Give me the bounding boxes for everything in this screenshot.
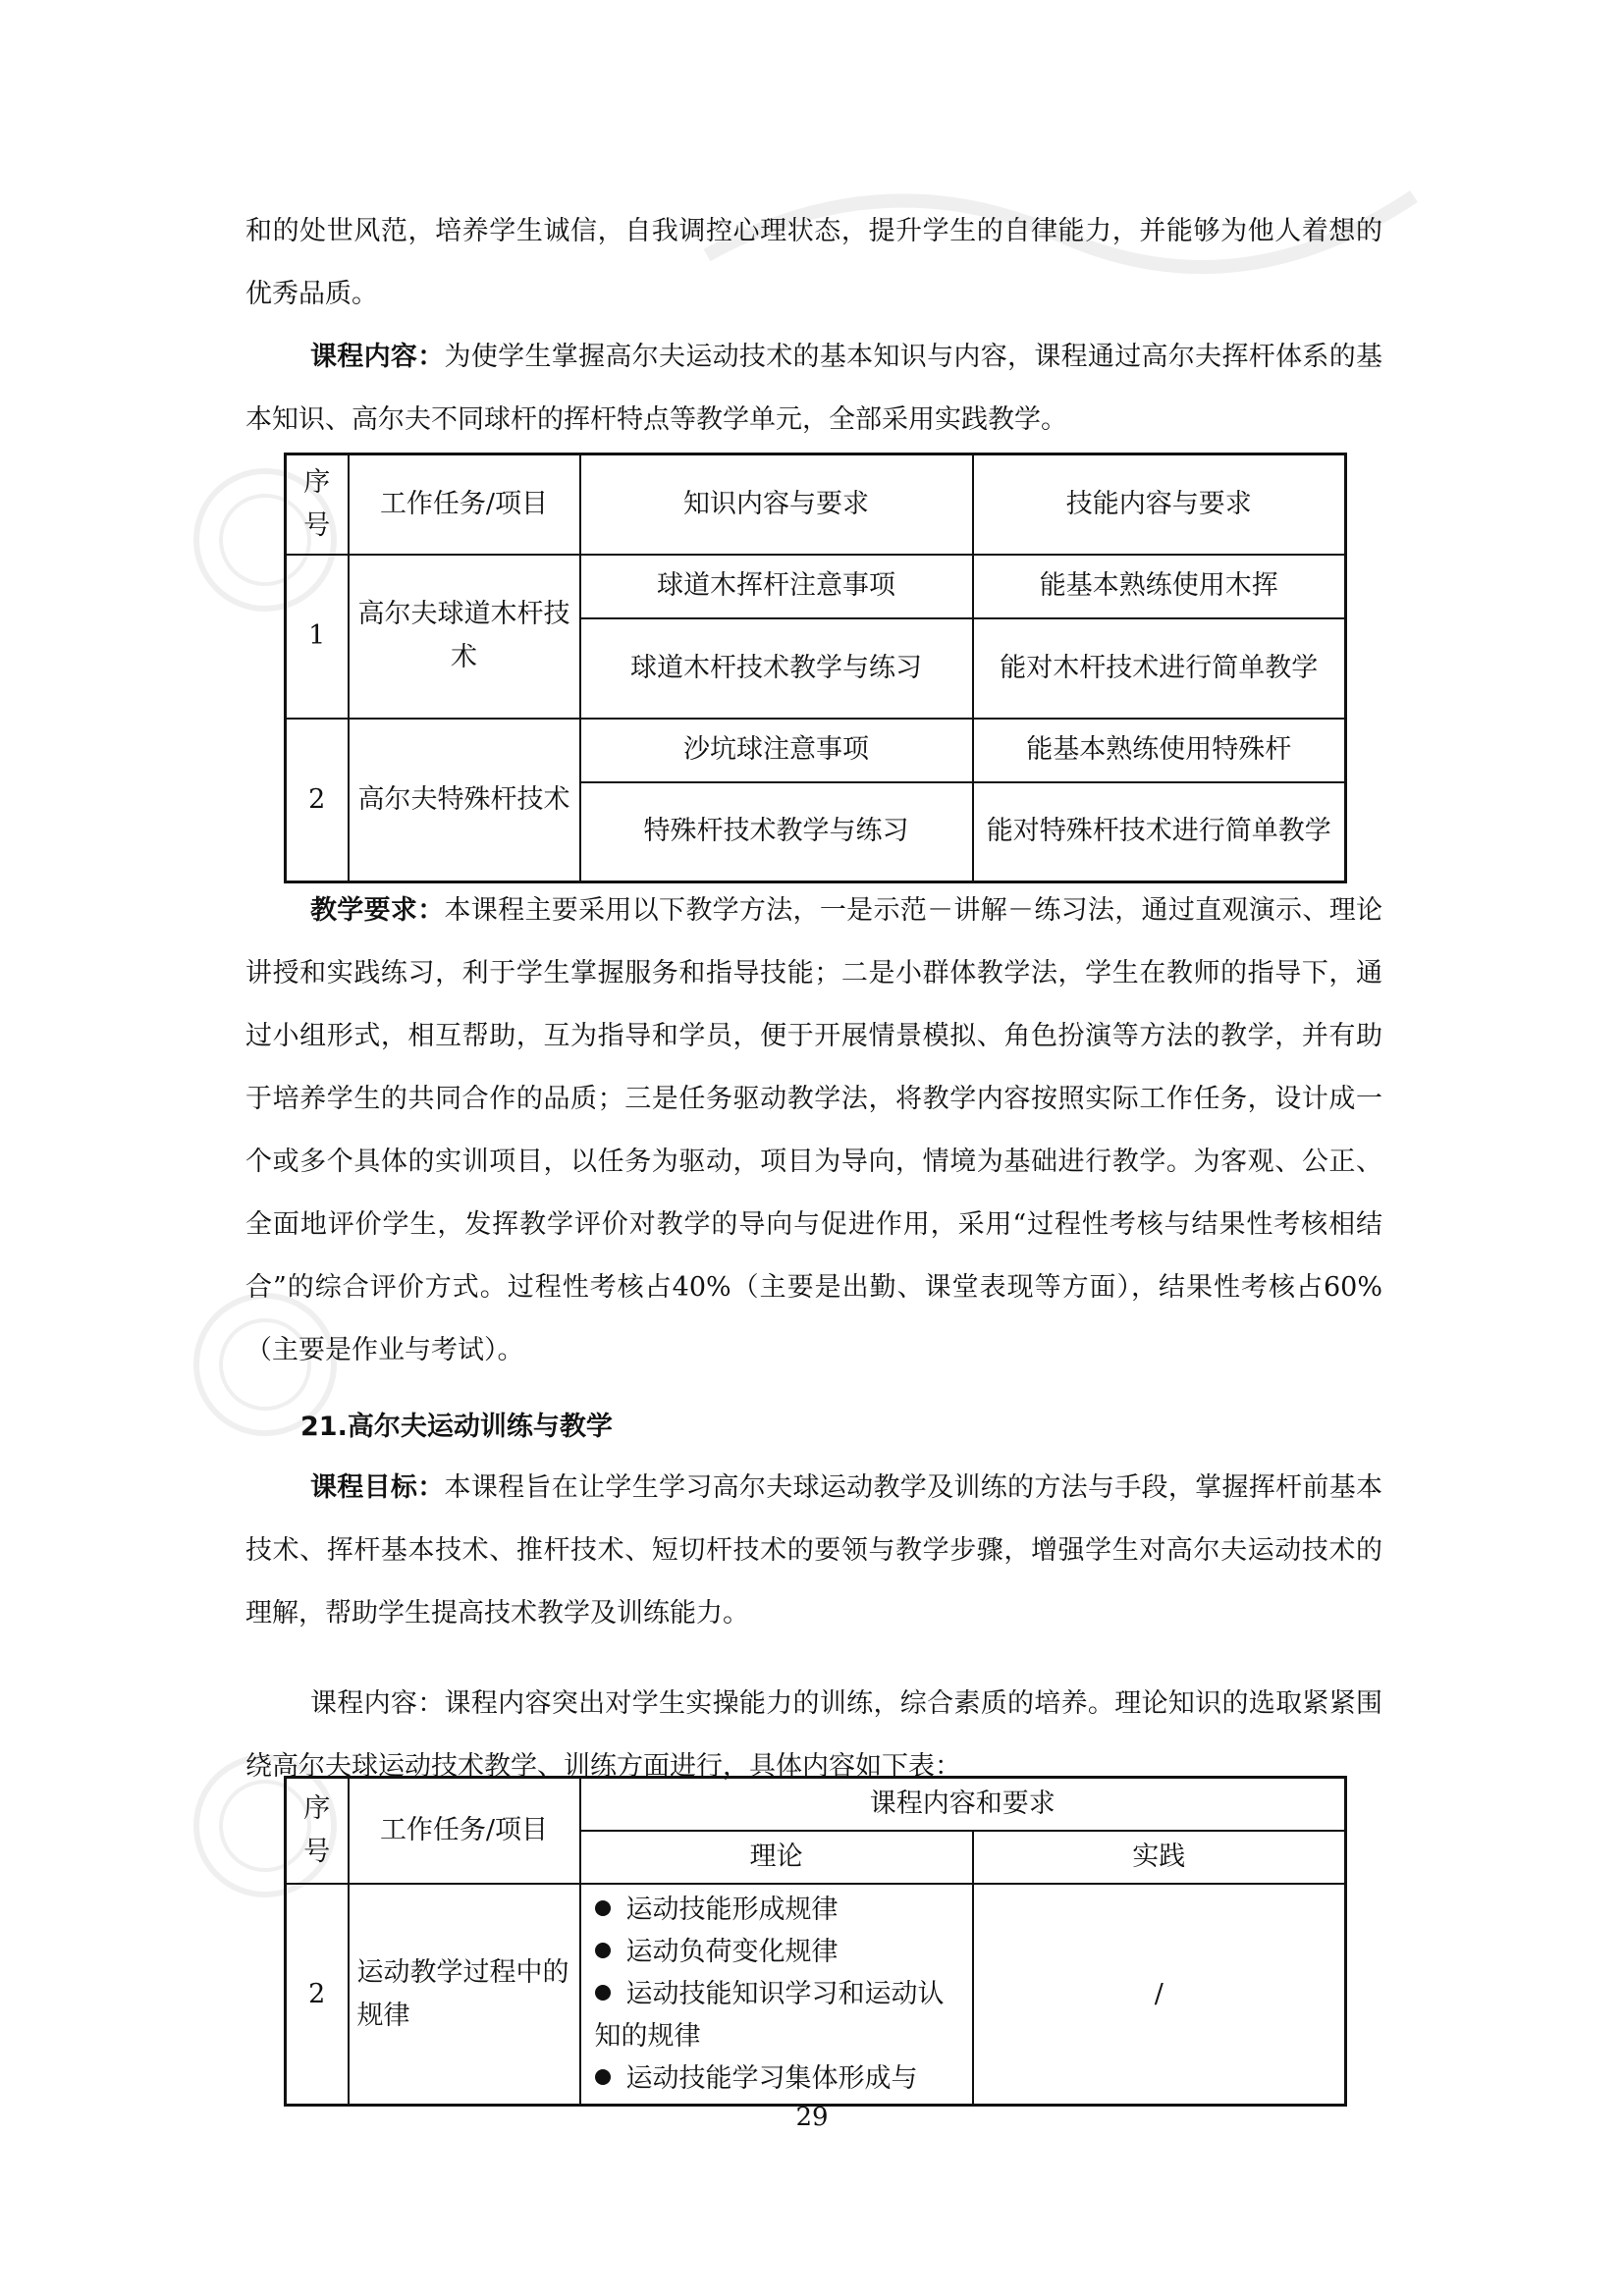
label-course-goal: 课程目标：: [310, 1472, 445, 1503]
knowledge-cell: 特殊杆技术教学与练习: [580, 782, 973, 882]
paragraph-course-goal: [245, 1457, 1382, 1645]
header-cell: 工作任务/项目: [349, 1778, 580, 1885]
list-item: 运动技能学习集体形成与: [595, 2057, 964, 2100]
row-task: 高尔夫特殊杆技术: [349, 719, 580, 882]
row-task: 运动教学过程中的规律: [349, 1884, 580, 2106]
table-row: [286, 555, 1346, 618]
paragraph-teaching-requirements: [245, 880, 1382, 1382]
label-course-content: 课程内容：: [310, 342, 445, 372]
header-cell: 知识内容与要求: [580, 454, 973, 555]
paragraph-course-content-2: 课程内容：课程内容突出对学生实操能力的训练，综合素质的培养。理论知识的选取紧紧围绕高尔夫球运动技术教学、训练方面进行，具体内容如下表：: [245, 1688, 1382, 1782]
list-item: 运动技能知识学习和运动认知的规律: [594, 1979, 945, 2052]
paragraph-course-content: [245, 326, 1382, 452]
knowledge-cell: 球道木挥杆注意事项: [580, 555, 973, 618]
row-number: 2: [286, 1884, 349, 2106]
label-teaching-requirements: 教学要求：: [310, 895, 445, 926]
header-group-cell: 课程内容和要求: [580, 1778, 1346, 1832]
table-row: [286, 719, 1346, 782]
header-cell: 技能内容与要求: [973, 454, 1346, 555]
knowledge-cell: 球道木杆技术教学与练习: [580, 618, 973, 719]
bullet-icon: [595, 2069, 611, 2085]
practice-cell: /: [973, 1884, 1346, 2106]
bullet-icon: [595, 1900, 611, 1916]
paragraph-intro: 和的处世风范，培养学生诚信，自我调控心理状态，提升学生的自律能力，并能够为他人着想的优秀品质。: [245, 216, 1382, 309]
header-cell: 序号: [286, 1778, 349, 1885]
text-teaching-requirements: 本课程主要采用以下教学方法，一是示范－讲解－练习法，通过直观演示、理论讲授和实践练习，利于学生掌握服务和指导技能；二是小群体教学法，学生在教师的指导下，通过小组形式，相互帮助，互为指导和学员，便于开展情景模拟、角色扮演等方法的教学，并有助于培养学生的共同合作的品质；三是任务驱动教学法，将教学内容按照实际工作任务，设计成一个或多个具体的实训项目，以任务为驱动，项目为导向，情境为基础进行教学。为客观、公正、全面地评价学生，发挥教学评价对教学的导向与促进作用，采用“过程性考核与结果性考核相结合”的综合评价方式。过程性考核占40%（主要是出勤、课堂表现等方面），结果性考核占60%（主要是作业与考试）。: [245, 895, 1383, 1365]
row-number: 2: [286, 719, 349, 882]
bullet-icon: [595, 1943, 611, 1958]
list-item: 运动负荷变化规律: [595, 1931, 964, 1973]
list-item: 运动技能形成规律: [595, 1889, 964, 1931]
skill-cell: 能对特殊杆技术进行简单教学: [973, 782, 1346, 882]
row-number: 1: [286, 555, 349, 719]
table-header-row: [286, 1778, 1346, 1832]
section-heading: 21.高尔夫运动训练与教学: [300, 1412, 613, 1442]
page-number: 29: [795, 2103, 829, 2132]
table-row: [286, 1884, 1346, 2106]
bullet-icon: [595, 1985, 611, 2001]
text-course-content: 为使学生掌握高尔夫运动技术的基本知识与内容，课程通过高尔夫挥杆体系的基本知识、高尔夫不同球杆的挥杆特点等教学单元，全部采用实践教学。: [245, 342, 1383, 435]
skill-cell: 能基本熟练使用木挥: [973, 555, 1346, 618]
row-task: 高尔夫球道木杆技术: [349, 555, 580, 719]
knowledge-cell: 沙坑球注意事项: [580, 719, 973, 782]
header-cell: 序号: [286, 454, 349, 555]
header-cell: 实践: [973, 1831, 1346, 1884]
header-cell: 工作任务/项目: [349, 454, 580, 555]
course-content-table: [284, 1776, 1347, 2107]
text-course-goal: 本课程旨在让学生学习高尔夫球运动教学及训练的方法与手段，掌握挥杆前基本技术、挥杆基本技术、推杆技术、短切杆技术的要领与教学步骤，增强学生对高尔夫运动技术的理解，帮助学生提高技术教学及训练能力。: [245, 1472, 1383, 1629]
table-header-row: [286, 454, 1346, 555]
skill-cell: 能基本熟练使用特殊杆: [973, 719, 1346, 782]
header-cell: 理论: [580, 1831, 973, 1884]
skill-cell: 能对木杆技术进行简单教学: [973, 618, 1346, 719]
theory-list: [580, 1884, 973, 2106]
knowledge-skill-table: [284, 453, 1347, 883]
